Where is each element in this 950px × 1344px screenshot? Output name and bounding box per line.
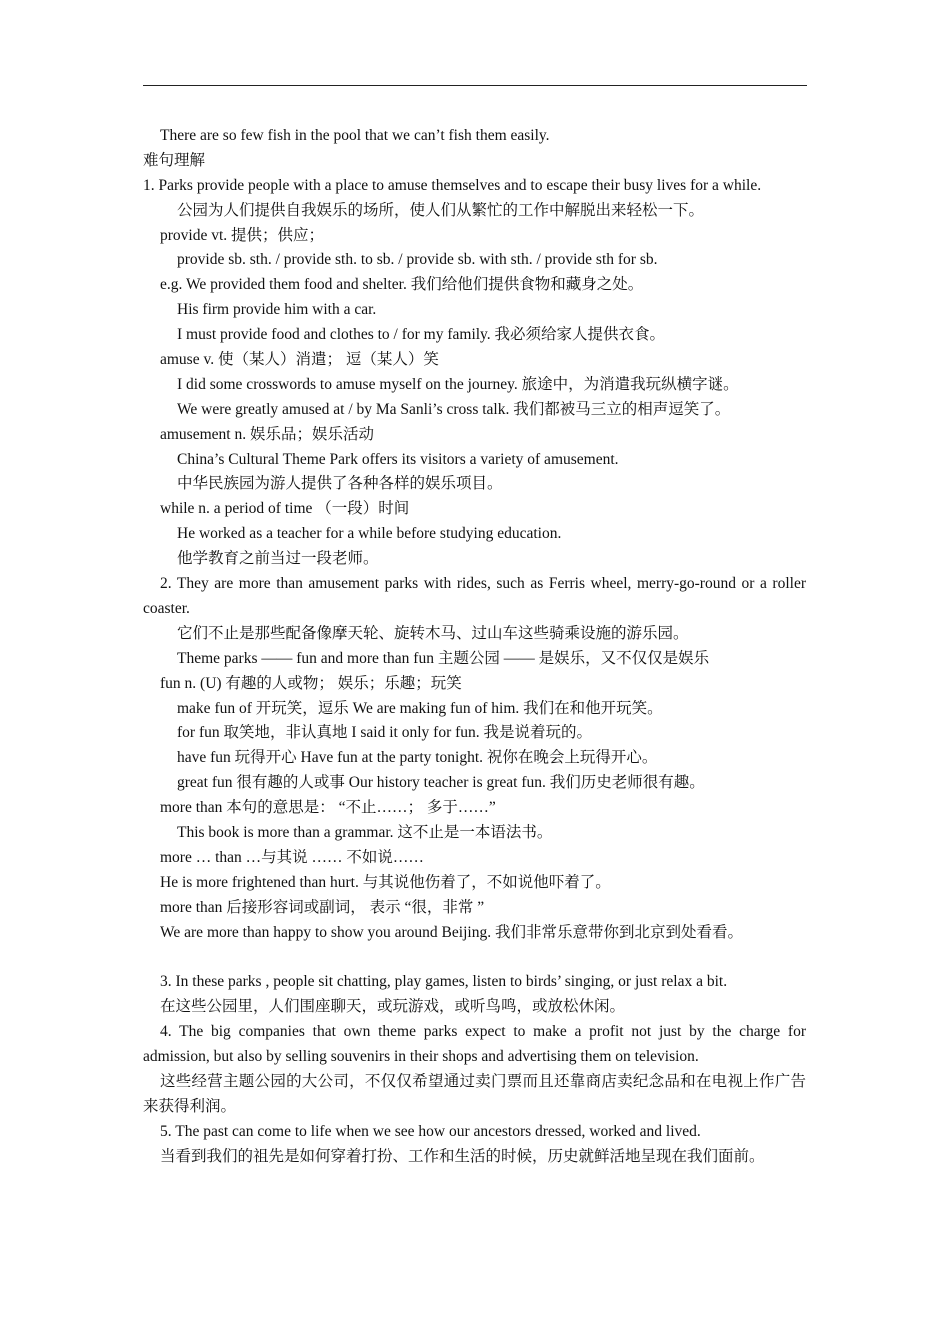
more-than-adjective: more than 后接形容词或副词， 表示 “很，非常 ”: [160, 898, 485, 916]
while-example: He worked as a teacher for a while before studying education.: [177, 525, 562, 543]
document-body: [143, 124, 806, 1170]
provide-example-1: e.g. We provided them food and shelter. 我们给他们提供食物和藏身之处。: [160, 276, 644, 294]
vocab-while: while n. a period of time （一段）时间: [160, 500, 410, 518]
section-heading: 难句理解: [143, 151, 206, 169]
spacer: [143, 945, 806, 970]
header-rule: [143, 85, 807, 86]
sentence-4-translation: [143, 1070, 806, 1120]
vocab-amusement: amusement n. 娱乐品；娱乐活动: [160, 425, 374, 443]
more-than-adjective-example: We are more than happy to show you around Beijing. 我们非常乐意带你到北京到处看看。: [160, 923, 743, 941]
provide-example-3: I must provide food and clothes to / for my family. 我必须给家人提供衣食。: [177, 326, 666, 344]
sentence-3: 3. In these parks , people sit chatting, play games, listen to birds’ singing, or just relax a bit.: [160, 973, 728, 991]
vocab-amuse: amuse v. 使（某人）消遣； 逗（某人）笑: [160, 351, 439, 369]
fun-for-fun: for fun 取笑地，非认真地 I said it only for fun. 我是说着玩的。: [177, 724, 593, 742]
amuse-example-2: We were greatly amused at / by Ma Sanli’s cross talk. 我们都被马三立的相声逗笑了。: [177, 400, 731, 418]
more-than-pattern-example: He is more frightened than hurt. 与其说他伤着了，不如说他吓着了。: [160, 873, 611, 891]
sentence-4-text: 4. The big companies that own theme parks expect to make a profit not just by the charge for admission, but also by selling souvenirs in their shops and advertising them on television.: [143, 1023, 806, 1066]
provide-example-2: His firm provide him with a car.: [177, 301, 377, 319]
sentence-5-translation: 当看到我们的祖先是如何穿着打扮、工作和生活的时候，历史就鲜活地呈现在我们面前。: [160, 1147, 765, 1165]
sentence-2-text: 2. They are more than amusement parks with rides, such as Ferris wheel, merry-go-round or a roller coaster.: [143, 575, 806, 617]
more-than-pattern: more … than …与其说 …… 不如说……: [160, 848, 424, 866]
fun-great-fun: great fun 很有趣的人或事 Our history teacher is great fun. 我们历史老师很有趣。: [177, 774, 705, 792]
sentence-4: [143, 1020, 806, 1070]
fun-make-fun-of: make fun of 开玩笑，逗乐 We are making fun of him. 我们在和他开玩笑。: [177, 699, 663, 717]
amusement-example-translation: 中华民族园为游人提供了各种各样的娱乐项目。: [177, 475, 503, 493]
while-example-translation: 他学教育之前当过一段老师。: [177, 550, 379, 568]
vocab-provide: provide vt. 提供；供应；: [160, 226, 325, 244]
provide-patterns: provide sb. sth. / provide sth. to sb. / provide sb. with sth. / provide sth for sb.: [177, 251, 658, 269]
sentence-2-translation: 它们不止是那些配备像摩天轮、旋转木马、过山车这些骑乘设施的游乐园。: [177, 624, 689, 642]
sentence-1-translation: 公园为人们提供自我娱乐的场所，使人们从繁忙的工作中解脱出来轻松一下。: [177, 201, 705, 219]
sentence-4-translation-text: 这些经营主题公园的大公司，不仅仅希望通过卖门票而且还靠商店卖纪念品和在电视上作广告来获得利润。: [143, 1072, 806, 1115]
sentence-1-text: 1. Parks provide people with a place to amuse themselves and to escape their busy lives for a while.: [143, 176, 762, 194]
sentence-2: [143, 572, 806, 622]
sentence-1: [143, 174, 806, 199]
fun-have-fun: have fun 玩得开心 Have fun at the party tonight. 祝你在晚会上玩得开心。: [177, 749, 658, 767]
theme-parks-title: Theme parks —— fun and more than fun 主题公园 —— 是娱乐，又不仅仅是娱乐: [177, 649, 710, 667]
example-sentence: There are so few fish in the pool that we can’t fish them easily.: [160, 127, 550, 144]
sentence-3-translation: 在这些公园里，人们围座聊天，或玩游戏，或听鸟鸣，或放松休闲。: [160, 998, 626, 1016]
amuse-example-1: I did some crosswords to amuse myself on the journey. 旅途中，为消遣我玩纵横字谜。: [177, 375, 739, 393]
sentence-5: 5. The past can come to life when we see how our ancestors dressed, worked and lived.: [160, 1122, 701, 1140]
amusement-example: China’s Cultural Theme Park offers its visitors a variety of amusement.: [177, 450, 619, 468]
vocab-fun: fun n. (U) 有趣的人或物； 娱乐；乐趣；玩笑: [160, 674, 462, 692]
more-than-example: This book is more than a grammar. 这不止是一本语法书。: [177, 823, 553, 841]
vocab-more-than: more than 本句的意思是： “不止……； 多于……”: [160, 799, 496, 817]
